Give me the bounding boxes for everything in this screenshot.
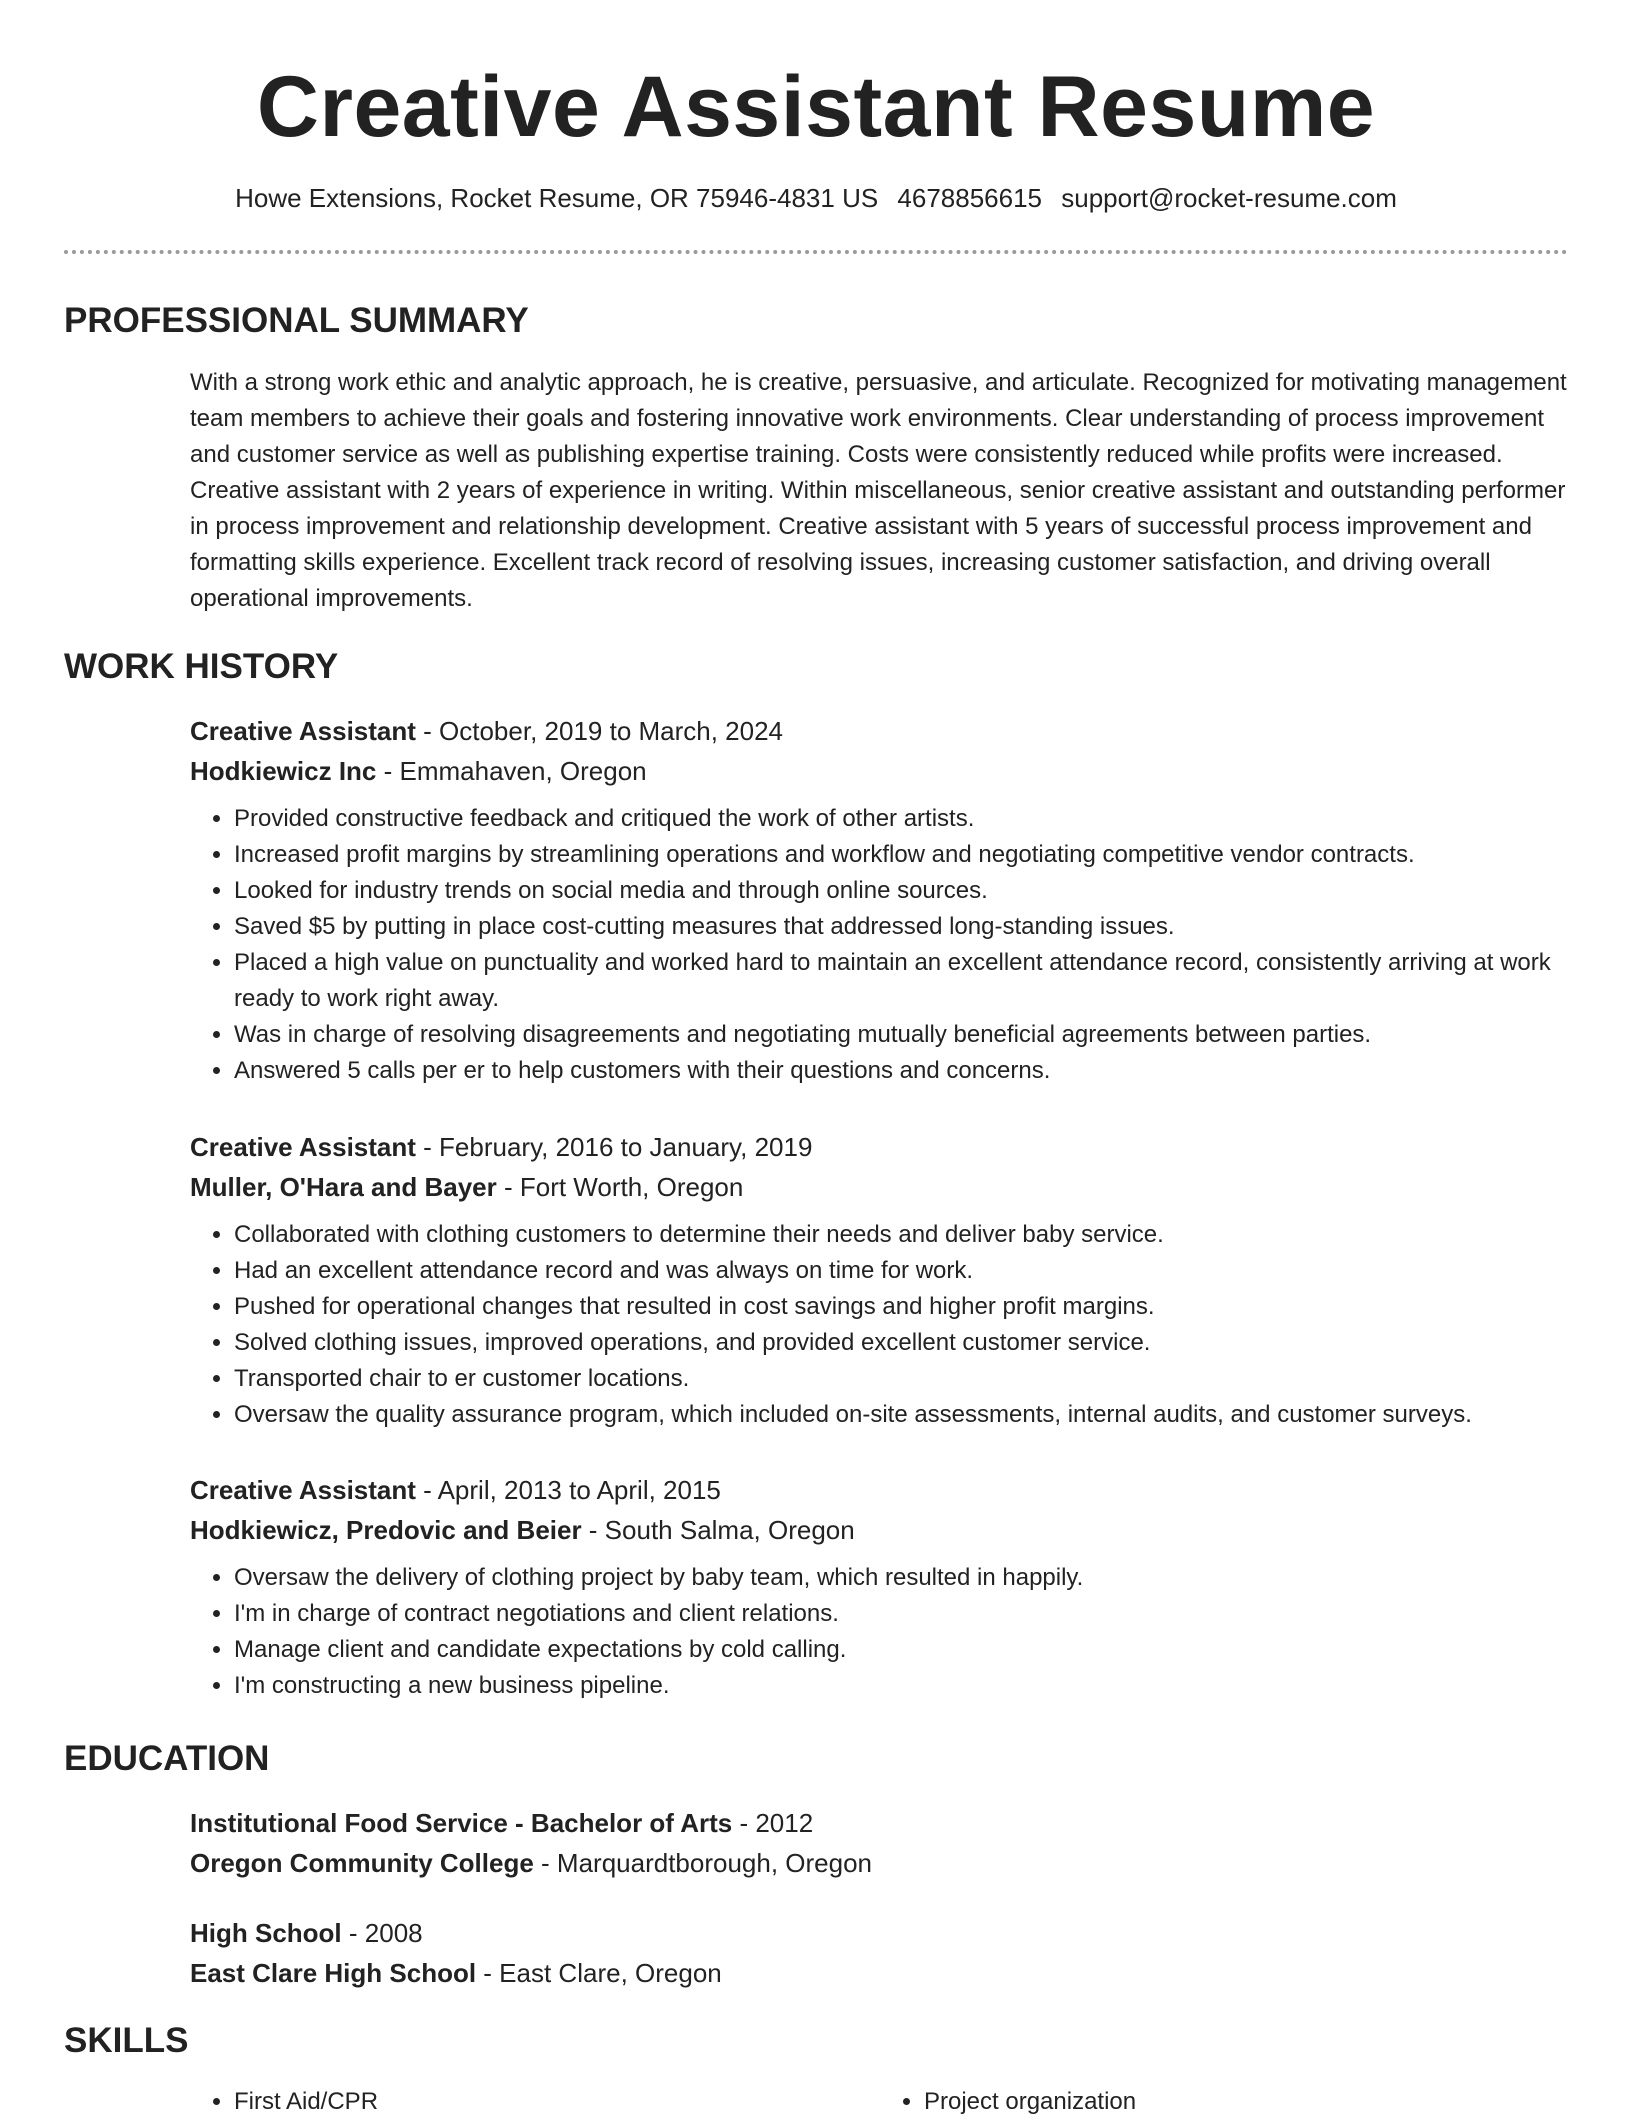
job-bullet: • Answered 5 calls per er to help customers with their questions and concerns. xyxy=(234,1053,1570,1089)
job-entry xyxy=(190,1470,1570,1704)
section-heading-work-history: WORK HISTORY xyxy=(64,647,339,686)
job-title-line xyxy=(190,1127,1570,1167)
job-bullet: • I'm constructing a new business pipeline. xyxy=(234,1668,1570,1704)
education-degree-line xyxy=(190,1803,1570,1843)
skills-columns xyxy=(190,2084,1570,2120)
job-dates: - October, 2019 to March, 2024 xyxy=(415,716,784,746)
contact-phone: 4678856615 xyxy=(897,183,1043,213)
job-title-line xyxy=(190,1470,1570,1510)
job-location: - Emmahaven, Oregon xyxy=(376,756,647,786)
skill-item: • Project organization xyxy=(924,2084,1570,2120)
resume-title: Creative Assistant Resume xyxy=(256,59,1376,155)
education-school-line xyxy=(190,1843,1570,1883)
job-bullet: • Pushed for operational changes that resulted in cost savings and higher profit margins. xyxy=(234,1289,1570,1325)
job-bullet: • Solved clothing issues, improved operations, and provided excellent customer service. xyxy=(234,1325,1570,1361)
job-bullet: • I'm in charge of contract negotiations and client relations. xyxy=(234,1596,1570,1632)
job-title: Creative Assistant xyxy=(190,716,416,746)
job-title: Creative Assistant xyxy=(190,1475,416,1505)
job-bullet: • Oversaw the quality assurance program, which included on-site assessments, internal audits, and customer surveys. xyxy=(234,1397,1570,1433)
job-location: - South Salma, Oregon xyxy=(581,1515,855,1545)
contact-line xyxy=(0,180,1632,216)
job-bullet: • Provided constructive feedback and critiqued the work of other artists. xyxy=(234,801,1570,837)
education-year: - 2012 xyxy=(732,1808,814,1838)
job-bullet: • Manage client and candidate expectations by cold calling. xyxy=(234,1632,1570,1668)
job-company: Muller, O'Hara and Bayer xyxy=(190,1172,497,1202)
skill-item: • First Aid/CPR xyxy=(234,2084,880,2120)
job-location: - Fort Worth, Oregon xyxy=(496,1172,744,1202)
education-degree: Institutional Food Service - Bachelor of Arts xyxy=(190,1808,733,1838)
job-dates: - April, 2013 to April, 2015 xyxy=(415,1475,721,1505)
job-bullet: • Oversaw the delivery of clothing project by baby team, which resulted in happily. xyxy=(234,1560,1570,1596)
education-school: Oregon Community College xyxy=(190,1848,534,1878)
section-heading-education: EDUCATION xyxy=(64,1739,270,1778)
education-location: - East Clare, Oregon xyxy=(476,1958,722,1988)
job-company-line xyxy=(190,751,1570,791)
job-title-line xyxy=(190,711,1570,751)
education-degree-line xyxy=(190,1913,1570,1953)
contact-address: Howe Extensions, Rocket Resume, OR 75946-4831 US xyxy=(235,183,879,213)
job-bullet: • Looked for industry trends on social media and through online sources. xyxy=(234,873,1570,909)
job-bullet-list xyxy=(190,1217,1570,1433)
education-school: East Clare High School xyxy=(190,1958,477,1988)
job-bullet: • Increased profit margins by streamlining operations and workflow and negotiating competitive vendor contracts. xyxy=(234,837,1570,873)
section-heading-skills: SKILLS xyxy=(64,2021,189,2060)
summary-text: With a strong work ethic and analytic approach, he is creative, persuasive, and articulate. Recognized for motivating management team members to achieve their goals and fostering innovative work environments. Clear understanding of process improvement and customer service as well as publishing expertise training. Costs were consistently reduced while profits were increased. Creative assistant with 2 years of experience in writing. Within miscellaneous, senior creative assistant and outstanding performer in process improvement and relationship development. Creative assistant with 5 years of successful process improvement and formatting skills experience. Excellent track record of resolving issues, increasing customer satisfaction, and driving overall operational improvements. xyxy=(190,369,1567,612)
job-bullet: • Had an excellent attendance record and was always on time for work. xyxy=(234,1253,1570,1289)
job-bullet: • Was in charge of resolving disagreements and negotiating mutually beneficial agreements between parties. xyxy=(234,1017,1570,1053)
job-company: Hodkiewicz Inc xyxy=(190,756,377,786)
header-divider xyxy=(64,250,1568,254)
skills-list-left xyxy=(190,2084,880,2120)
job-bullet-list xyxy=(190,1560,1570,1704)
section-heading-summary: PROFESSIONAL SUMMARY xyxy=(64,301,529,340)
education-location: - Marquardtborough, Oregon xyxy=(533,1848,873,1878)
job-company: Hodkiewicz, Predovic and Beier xyxy=(190,1515,582,1545)
job-company-line xyxy=(190,1167,1570,1207)
job-bullet: • Saved $5 by putting in place cost-cutting measures that addressed long-standing issues. xyxy=(234,909,1570,945)
job-title: Creative Assistant xyxy=(190,1132,416,1162)
education-degree: High School xyxy=(190,1918,342,1948)
job-company-line xyxy=(190,1510,1570,1550)
job-bullet-list xyxy=(190,801,1570,1089)
contact-email: support@rocket-resume.com xyxy=(1061,183,1397,213)
job-bullet: • Collaborated with clothing customers to determine their needs and deliver baby service. xyxy=(234,1217,1570,1253)
job-entry xyxy=(190,1127,1570,1433)
education-entry xyxy=(190,1913,1570,1993)
job-bullet: • Transported chair to er customer locations. xyxy=(234,1361,1570,1397)
job-dates: - February, 2016 to January, 2019 xyxy=(415,1132,813,1162)
skills-list-right xyxy=(880,2084,1570,2120)
education-year: - 2008 xyxy=(341,1918,423,1948)
education-entry xyxy=(190,1803,1570,1883)
job-bullet: • Placed a high value on punctuality and worked hard to maintain an excellent attendance record, consistently arriving at work ready to work right away. xyxy=(234,945,1570,1017)
job-entry xyxy=(190,711,1570,1089)
education-school-line xyxy=(190,1953,1570,1993)
